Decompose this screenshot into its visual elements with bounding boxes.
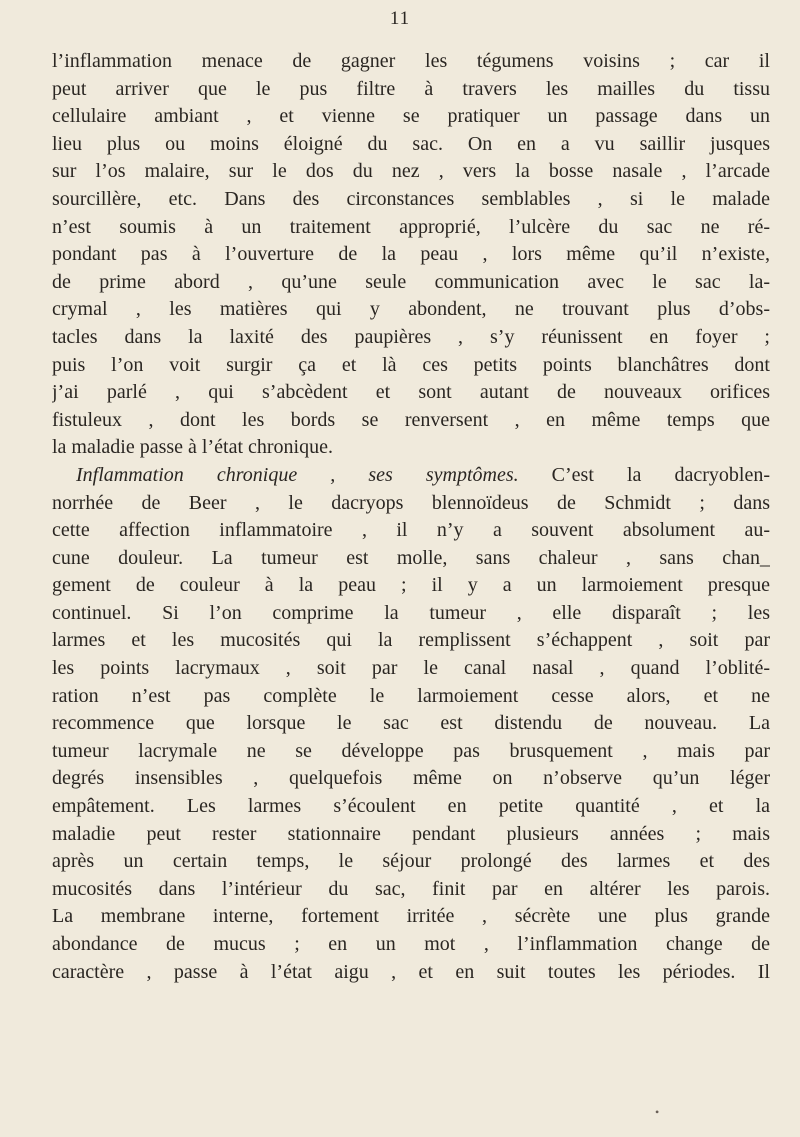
text-line: peut arriver que le pus filtre à travers les mailles du tissu [52,77,770,100]
section-heading: Inflammation chronique , ses symptômes. [76,463,519,486]
text-line: recommence que lorsque le sac est distendu de nouveau. La [52,712,770,735]
text-line: de prime abord , qu’une seule communication avec le sac la- [52,270,770,293]
text-line: continuel. Si l’on comprime la tumeur , elle disparaît ; les [52,601,770,624]
text-line: La membrane interne, fortement irritée , sécrète une plus grande [52,905,770,928]
text-line: gement de couleur à la peau ; il y a un larmoiement presque [52,574,770,597]
text-line: sourcillère, etc. Dans des circonstances semblables , si le malade [52,187,770,210]
text-line: tumeur lacrymale ne se développe pas brusquement , mais par [52,739,770,762]
text-line: sur l’os malaire, sur le dos du nez , vers la bosse nasale , l’arcade [52,160,770,183]
text-line: après un certain temps, le séjour prolongé des larmes et des [52,850,770,873]
section-heading-line [52,462,770,490]
text-line: abondance de mucus ; en un mot , l’inflammation change de [52,933,770,955]
text-line: lieu plus ou moins éloigné du sac. On en a vu saillir jusques [52,132,770,155]
text-line: empâtement. Les larmes s’écoulent en petite quantité , et la [52,795,770,818]
stray-mark: • [655,1105,660,1119]
text-line: cellulaire ambiant , et vienne se pratiquer un passage dans un [52,105,770,128]
text-line: l’inflammation menace de gagner les tégumens voisins ; car il [52,50,770,72]
text-line: caractère , passe à l’état aigu , et en suit toutes les périodes. Il [52,960,770,983]
text-line: crymal , les matières qui y abondent, ne trouvant plus d’obs- [52,298,770,321]
text-line: pondant pas à l’ouverture de la peau , lors même qu’il n’existe, [52,243,770,266]
text-line: mucosités dans l’intérieur du sac, finit par en altérer les parois. [52,877,770,900]
text-line: larmes et les mucosités qui la remplissent s’échappent , soit par [52,629,770,652]
section-heading-continuation: C’est la dacryoblen- [518,463,770,486]
text-line: j’ai parlé , qui s’abcèdent et sont autant de nouveaux orifices [52,381,770,404]
text-line: fistuleux , dont les bords se renversent , en même temps que [52,408,770,431]
text-line: n’est soumis à un traitement approprié, l’ulcère du sac ne ré- [52,215,770,238]
text-line: les points lacrymaux , soit par le canal nasal , quand l’oblité- [52,657,770,680]
text-line: maladie peut rester stationnaire pendant plusieurs années ; mais [52,822,770,845]
text-line: la maladie passe à l’état chronique. [52,436,333,459]
body-text [52,48,770,986]
text-line: tacles dans la laxité des paupières , s’y réunissent en foyer ; [52,325,770,348]
text-line: puis l’on voit surgir ça et là ces petits points blanchâtres dont [52,353,770,376]
text-line: norrhée de Beer , le dacryops blennoïdeus de Schmidt ; dans [52,491,770,514]
text-line: degrés insensibles , quelquefois même on n’observe qu’un léger [52,767,770,790]
page-number: 11 [389,8,411,29]
text-line: ration n’est pas complète le larmoiement cesse alors, et ne [52,684,770,707]
text-line: cune douleur. La tumeur est molle, sans chaleur , sans chan_ [52,546,770,569]
text-line: cette affection inflammatoire , il n’y a souvent absolument au- [52,519,770,542]
